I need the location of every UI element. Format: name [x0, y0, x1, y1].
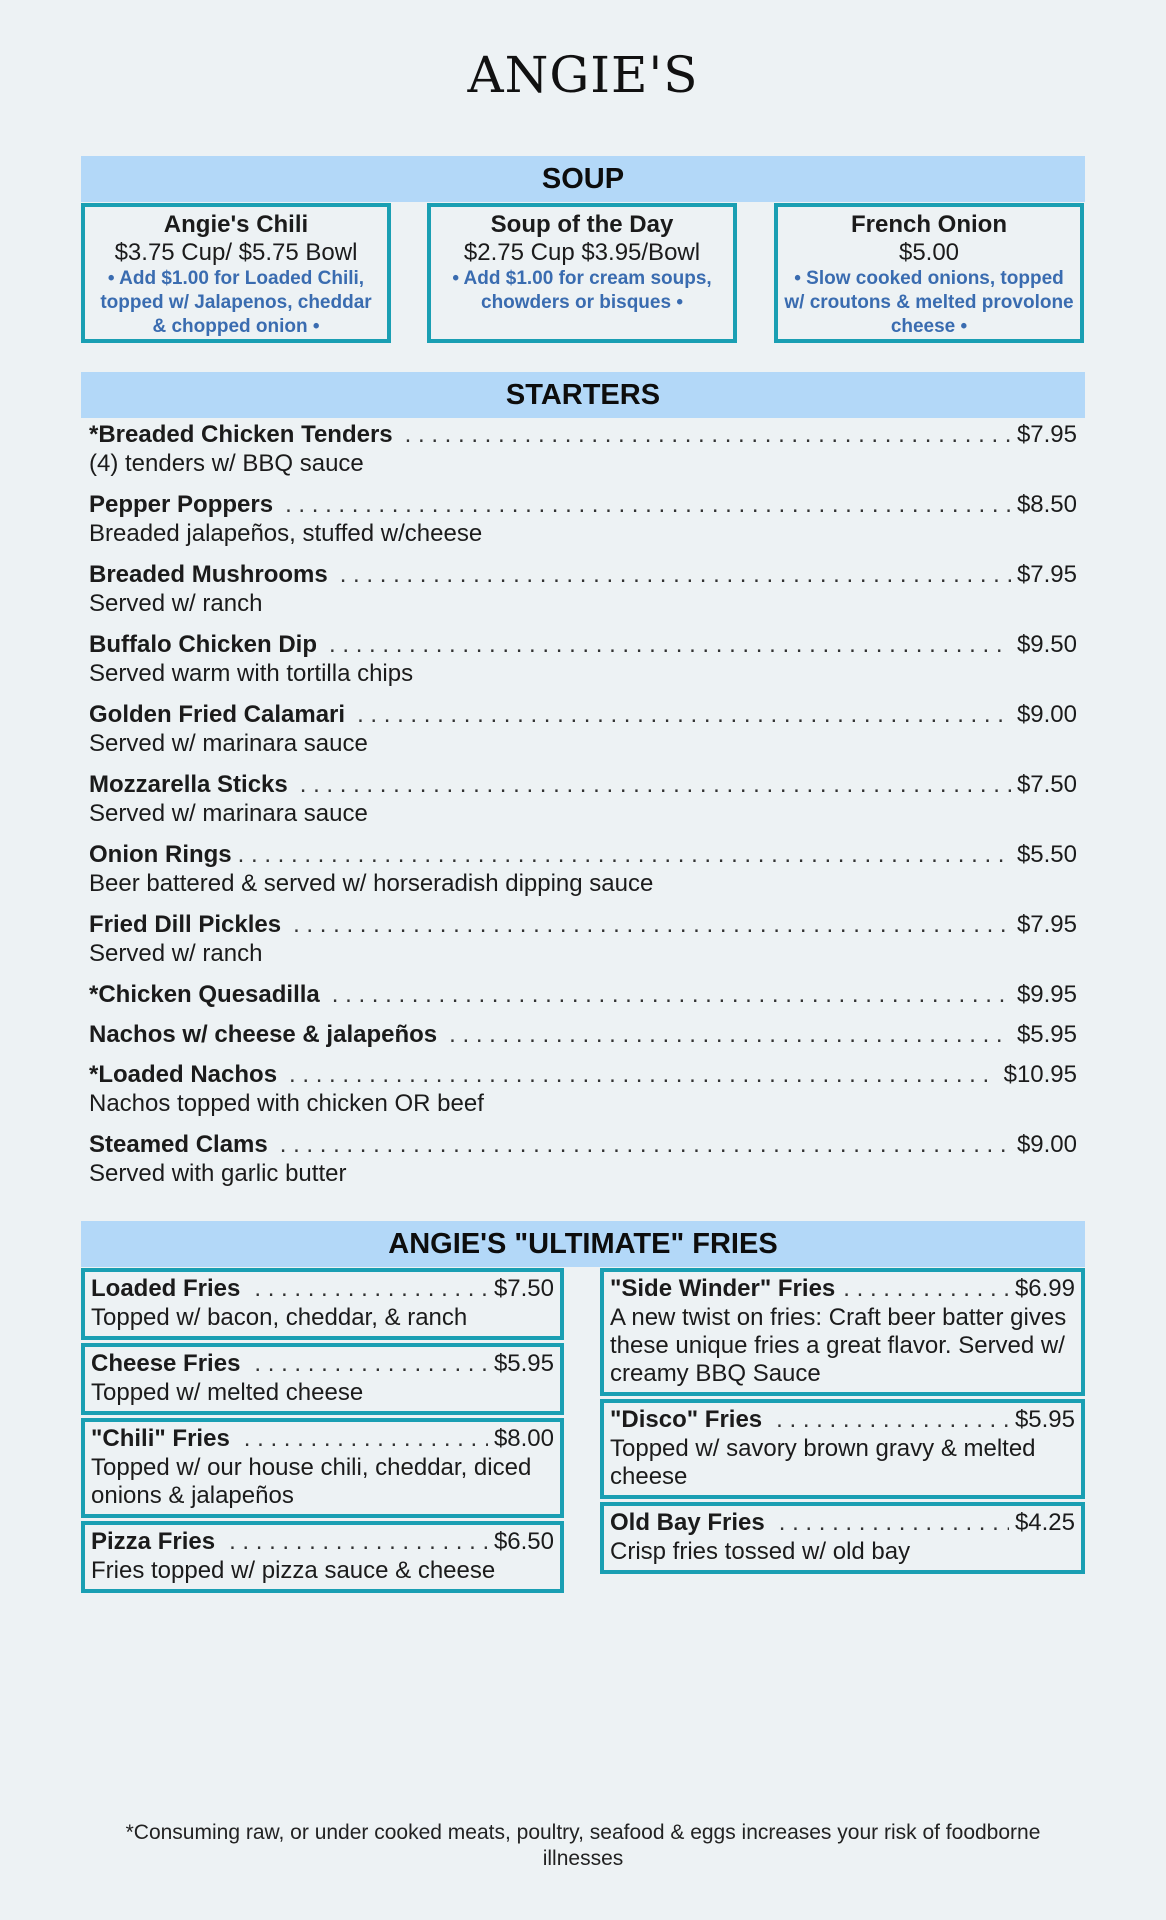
soup-item-note: • Add $1.00 for Loaded Chili, topped w/ Jalapenos, cheddar & chopped onion •: [100, 268, 372, 337]
fries-item: [81, 1418, 564, 1518]
menu-item-name: Fried Dill Pickles: [89, 911, 282, 938]
menu-item-name: *Chicken Quesadilla: [89, 981, 320, 1008]
fries-item: [81, 1343, 564, 1415]
fries-item-price: $5.95: [1014, 1406, 1075, 1433]
menu-item: [89, 630, 1077, 688]
menu-item-description: (4) tenders w/ BBQ sauce: [89, 450, 364, 477]
menu-item-name: Buffalo Chicken Dip: [89, 631, 318, 658]
soup-item-name: Angie's Chili: [163, 211, 309, 238]
menu-item-description: Served w/ ranch: [89, 940, 263, 967]
starters-list: [89, 420, 1077, 1200]
soup-item-price: $3.75 Cup/ $5.75 Bowl: [114, 239, 358, 266]
fries-item-price: $8.00: [493, 1425, 554, 1452]
fries-item: [600, 1268, 1085, 1396]
soup-item-name: French Onion: [851, 211, 1007, 238]
menu-item-description: Breaded jalapeños, stuffed w/cheese: [89, 520, 483, 547]
fries-left-column: [81, 1268, 564, 1596]
menu-item-name: Steamed Clams: [89, 1131, 268, 1158]
fries-item-description: Crisp fries tossed w/ old bay: [610, 1538, 911, 1565]
soup-item-note: • Slow cooked onions, topped w/ croutons & melted provolone cheese •: [784, 268, 1074, 337]
menu-item-price: $9.00: [1016, 1131, 1077, 1158]
soup-item-price: $5.00: [898, 239, 960, 266]
menu-item-price: $5.95: [1016, 1021, 1077, 1048]
dot-leader: [238, 840, 1011, 870]
fries-item-name: "Disco" Fries: [610, 1406, 763, 1433]
menu-item-price: $10.95: [1003, 1061, 1077, 1088]
dot-leader: [285, 490, 1011, 520]
dot-leader: [254, 1349, 488, 1379]
menu-item-price: $9.50: [1016, 631, 1077, 658]
menu-item-name: Mozzarella Sticks: [89, 771, 288, 798]
fries-item-name: "Side Winder" Fries: [610, 1275, 836, 1302]
menu-item-description: Beer battered & served w/ horseradish dipping sauce: [89, 870, 654, 897]
menu-item: [89, 980, 1077, 1010]
menu-item-description: Served warm with tortilla chips: [89, 660, 414, 687]
dot-leader: [254, 1274, 488, 1304]
soup-item-price: $2.75 Cup $3.95/Bowl: [463, 239, 701, 266]
menu-item-description: Served w/ marinara sauce: [89, 730, 368, 757]
fries-item-name: "Chili" Fries: [91, 1425, 230, 1452]
menu-item-price: $9.95: [1016, 981, 1077, 1008]
fries-item-description: Topped w/ bacon, cheddar, & ranch: [91, 1304, 468, 1331]
menu-item-price: $5.50: [1016, 841, 1077, 868]
dot-leader: [229, 1527, 488, 1557]
menu-item-name: *Breaded Chicken Tenders: [89, 421, 393, 448]
fries-item-price: $4.25: [1014, 1509, 1075, 1536]
menu-item-price: $9.00: [1016, 701, 1077, 728]
fries-item-name: Cheese Fries: [91, 1350, 241, 1377]
menu-item-price: $8.50: [1016, 491, 1077, 518]
menu-item-name: Nachos w/ cheese & jalapeños: [89, 1021, 438, 1048]
dot-leader: [405, 420, 1011, 450]
starters-section-header: STARTERS: [81, 372, 1085, 418]
soup-section-header: SOUP: [81, 156, 1085, 202]
soup-item-french-onion: [774, 203, 1084, 343]
fries-item-description: Topped w/ savory brown gravy & melted cheese: [610, 1435, 1036, 1490]
menu-item-name: Breaded Mushrooms: [89, 561, 328, 588]
menu-item: [89, 490, 1077, 548]
menu-item-description: Served w/ ranch: [89, 590, 263, 617]
menu-item: [89, 560, 1077, 618]
dot-leader: [332, 980, 1011, 1010]
fries-item: [600, 1399, 1085, 1499]
dot-leader: [449, 1020, 1011, 1050]
menu-item-price: $7.95: [1016, 911, 1077, 938]
menu-item-name: Pepper Poppers: [89, 491, 274, 518]
menu-item-price: $7.50: [1016, 771, 1077, 798]
dot-leader: [300, 770, 1011, 800]
dot-leader: [293, 910, 1011, 940]
fries-item-name: Old Bay Fries: [610, 1509, 765, 1536]
dot-leader: [779, 1508, 1009, 1538]
soup-item-soup-of-the-day: [427, 203, 737, 343]
dot-leader: [340, 560, 1011, 590]
fries-item-description: Topped w/ our house chili, cheddar, diced onions & jalapeños: [91, 1454, 532, 1509]
dot-leader: [244, 1424, 488, 1454]
menu-item: [89, 1130, 1077, 1188]
fries-item: [81, 1521, 564, 1593]
menu-item: [89, 910, 1077, 968]
menu-item-price: $7.95: [1016, 561, 1077, 588]
menu-item-description: Served w/ marinara sauce: [89, 800, 368, 827]
menu-item: [89, 420, 1077, 478]
fries-item: [600, 1502, 1085, 1574]
menu-item-name: Onion Rings: [89, 841, 232, 868]
fries-item-name: Loaded Fries: [91, 1275, 241, 1302]
restaurant-title: ANGIE'S: [467, 46, 699, 104]
fries-item-price: $5.95: [493, 1350, 554, 1377]
soup-item-note: • Add $1.00 for cream soups, chowders or bisques •: [452, 268, 712, 313]
fries-right-column: [600, 1268, 1085, 1577]
fries-item-name: Pizza Fries: [91, 1528, 216, 1555]
fries-item-description: Fries topped w/ pizza sauce & cheese: [91, 1557, 496, 1584]
fries-item-description: Topped w/ melted cheese: [91, 1379, 364, 1406]
soup-item-name: Soup of the Day: [490, 211, 674, 238]
menu-item-description: Served with garlic butter: [89, 1160, 347, 1187]
soup-item-angies-chili: [81, 203, 391, 343]
menu-item-name: Golden Fried Calamari: [89, 701, 346, 728]
dot-leader: [280, 1130, 1011, 1160]
menu-item-price: $7.95: [1016, 421, 1077, 448]
dot-leader: [329, 630, 1011, 660]
fries-item-price: $6.50: [493, 1528, 554, 1555]
dot-leader: [843, 1274, 1009, 1304]
menu-item: [89, 1020, 1077, 1050]
dot-leader: [357, 700, 1011, 730]
fries-item: [81, 1268, 564, 1340]
fries-item-price: $7.50: [493, 1275, 554, 1302]
fries-item-description: A new twist on fries: Craft beer batter gives these unique fries a great flavor. Served w/ creamy BBQ Sauce: [610, 1304, 1067, 1387]
menu-item-description: Nachos topped with chicken OR beef: [89, 1090, 484, 1117]
fries-section-header: ANGIE'S "ULTIMATE" FRIES: [81, 1221, 1085, 1267]
menu-item-name: *Loaded Nachos: [89, 1061, 278, 1088]
menu-item: [89, 1060, 1077, 1118]
health-disclaimer: *Consuming raw, or under cooked meats, poultry, seafood & eggs increases your risk of foodborne illnesses: [125, 1821, 1041, 1870]
dot-leader: [289, 1060, 998, 1090]
fries-item-price: $6.99: [1014, 1275, 1075, 1302]
menu-item: [89, 700, 1077, 758]
menu-item: [89, 770, 1077, 828]
dot-leader: [776, 1405, 1009, 1435]
menu-item: [89, 840, 1077, 898]
